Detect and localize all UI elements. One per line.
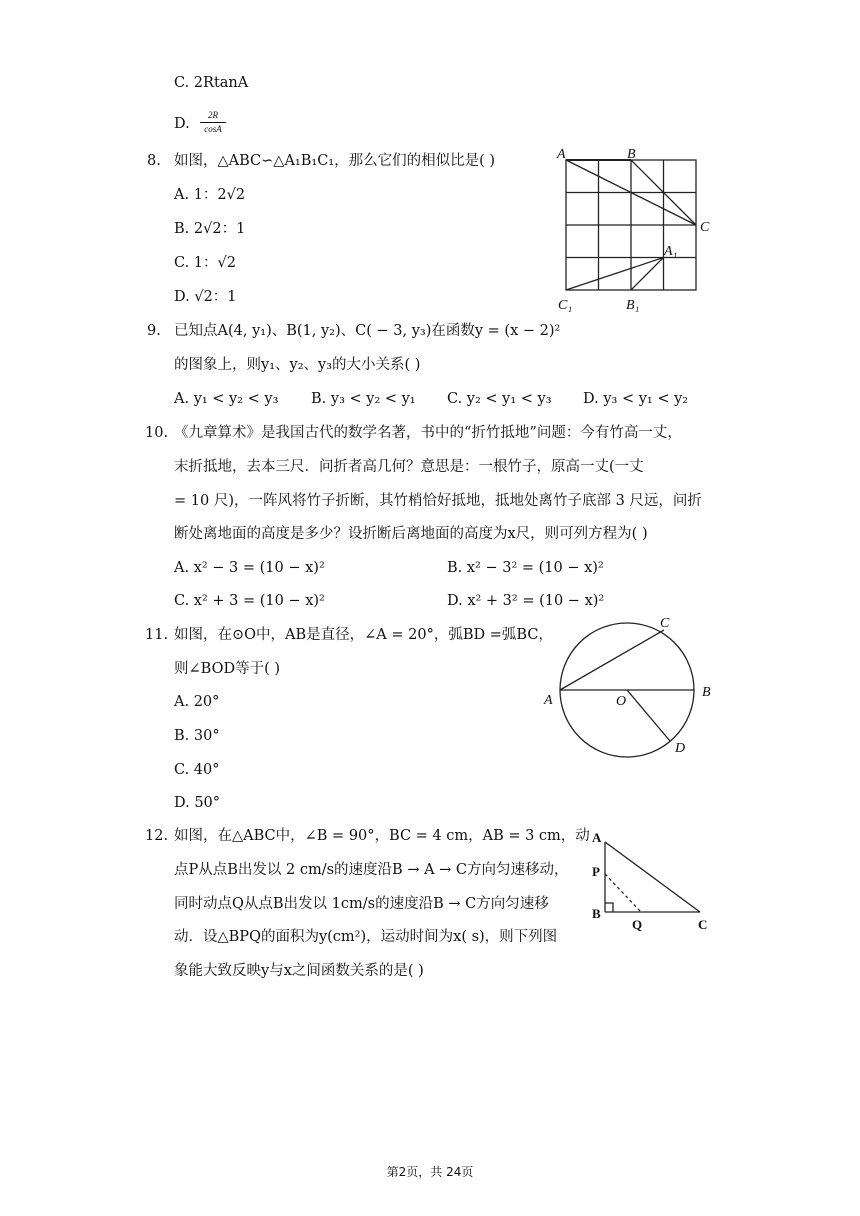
q11-option-a: A. 20° — [174, 694, 220, 710]
fraction-denominator: cosA — [204, 124, 222, 134]
label-c: C — [700, 220, 710, 235]
q10-option-b: B. x² − 3² = (10 − x)² — [447, 560, 604, 576]
label-b: B — [592, 906, 601, 921]
label-c: C — [698, 917, 708, 932]
q8-number: 8. — [147, 153, 161, 169]
q9-option-d: D. y₃ < y₁ < y₂ — [583, 391, 689, 407]
q11-option-d: D. 50° — [174, 795, 221, 811]
q10-option-a: A. x² − 3 = (10 − x)² — [174, 560, 325, 576]
q9-stem-line2: 的图象上，则y₁、y₂、y₃的大小关系( ) — [174, 357, 421, 373]
q12-line1: 如图，在△ABC中，∠B = 90°，BC = 4 cm，AB = 3 cm，动 — [174, 828, 590, 844]
label-q: Q — [632, 917, 643, 932]
q10-line1: 《九章算术》是我国古代的数学名著，书中的“折竹抵地”问题：今有竹高一丈， — [174, 425, 682, 441]
label-a: A — [544, 693, 553, 708]
q10-option-d: D. x² + 3² = (10 − x)² — [447, 593, 605, 609]
q7-option-c: C. 2RtanA — [174, 75, 249, 91]
q10-number: 10. — [145, 425, 169, 441]
q10-line4: 断处离地面的高度是多少？设折断后离地面的高度为x尺，则可列方程为( ) — [174, 526, 648, 542]
q11-stem-line1: 如图，在⊙O中，AB是直径，∠A = 20°，弧BD =弧BC， — [174, 627, 553, 643]
label-c: C — [660, 616, 670, 631]
label-b: B — [702, 685, 711, 700]
label-d: D — [675, 741, 686, 756]
label-o: O — [616, 694, 627, 709]
q10-line2: 末折抵地，去本三尺．问折者高几何？意思是：一根竹子，原高一丈(一丈 — [174, 459, 644, 475]
label-p: P — [592, 864, 600, 879]
q12-line5: 象能大致反映y与x之间函数关系的是( ) — [174, 963, 424, 979]
q12-line4: 动．设△BPQ的面积为y(cm²)，运动时间为x( s)，则下列图 — [174, 929, 558, 945]
q9-stem-line1: 已知点A(4, y₁)、B(1, y₂)、C( − 3, y₃)在函数y = (x − 2)² — [174, 323, 561, 339]
label-a: A — [557, 147, 566, 162]
q9-option-a: A. y₁ < y₂ < y₃ — [174, 391, 279, 407]
q9-option-c: C. y₂ < y₁ < y₃ — [447, 391, 552, 407]
label-c1: C₁ — [558, 298, 573, 313]
q11-option-c: C. 40° — [174, 762, 220, 778]
q12-line2: 点P从点B出发以 2 cm/s的速度沿B → A → C方向匀速移动， — [174, 862, 569, 878]
label-b: B — [627, 147, 636, 162]
label-a: A — [592, 830, 602, 845]
q10-line3: = 10 尺)，一阵风将竹子折断，其竹梢恰好抵地，抵地处离竹子底部 3 尺远，问折 — [174, 493, 702, 509]
page-footer: 第2页，共 24页 — [386, 1165, 474, 1179]
fraction-numerator: 2R — [208, 110, 218, 120]
q7-option-d-fraction — [200, 110, 226, 135]
q8-option-a: A. 1：2√2 — [174, 187, 246, 203]
q9-number: 9. — [147, 323, 161, 339]
label-a1: A₁ — [664, 244, 678, 259]
q8-stem: 如图，△ABC∽△A₁B₁C₁，那么它们的相似比是( ) — [174, 153, 496, 169]
q10-option-c: C. x² + 3 = (10 − x)² — [174, 593, 325, 609]
label-b1: B₁ — [626, 298, 640, 313]
q7-option-d-label: D. — [174, 116, 190, 132]
q12-line3: 同时动点Q从点B出发以 1cm/s的速度沿B → C方向匀速移 — [174, 896, 549, 912]
q8-option-b: B. 2√2：1 — [174, 221, 246, 237]
q11-stem-line2: 则∠BOD等于( ) — [174, 661, 281, 677]
q11-number: 11. — [145, 627, 169, 643]
q9-option-b: B. y₃ < y₂ < y₁ — [311, 391, 416, 407]
q12-number: 12. — [145, 828, 169, 844]
q8-option-c: C. 1：√2 — [174, 255, 236, 271]
q8-option-d: D. √2：1 — [174, 289, 237, 305]
q11-option-b: B. 30° — [174, 728, 220, 744]
